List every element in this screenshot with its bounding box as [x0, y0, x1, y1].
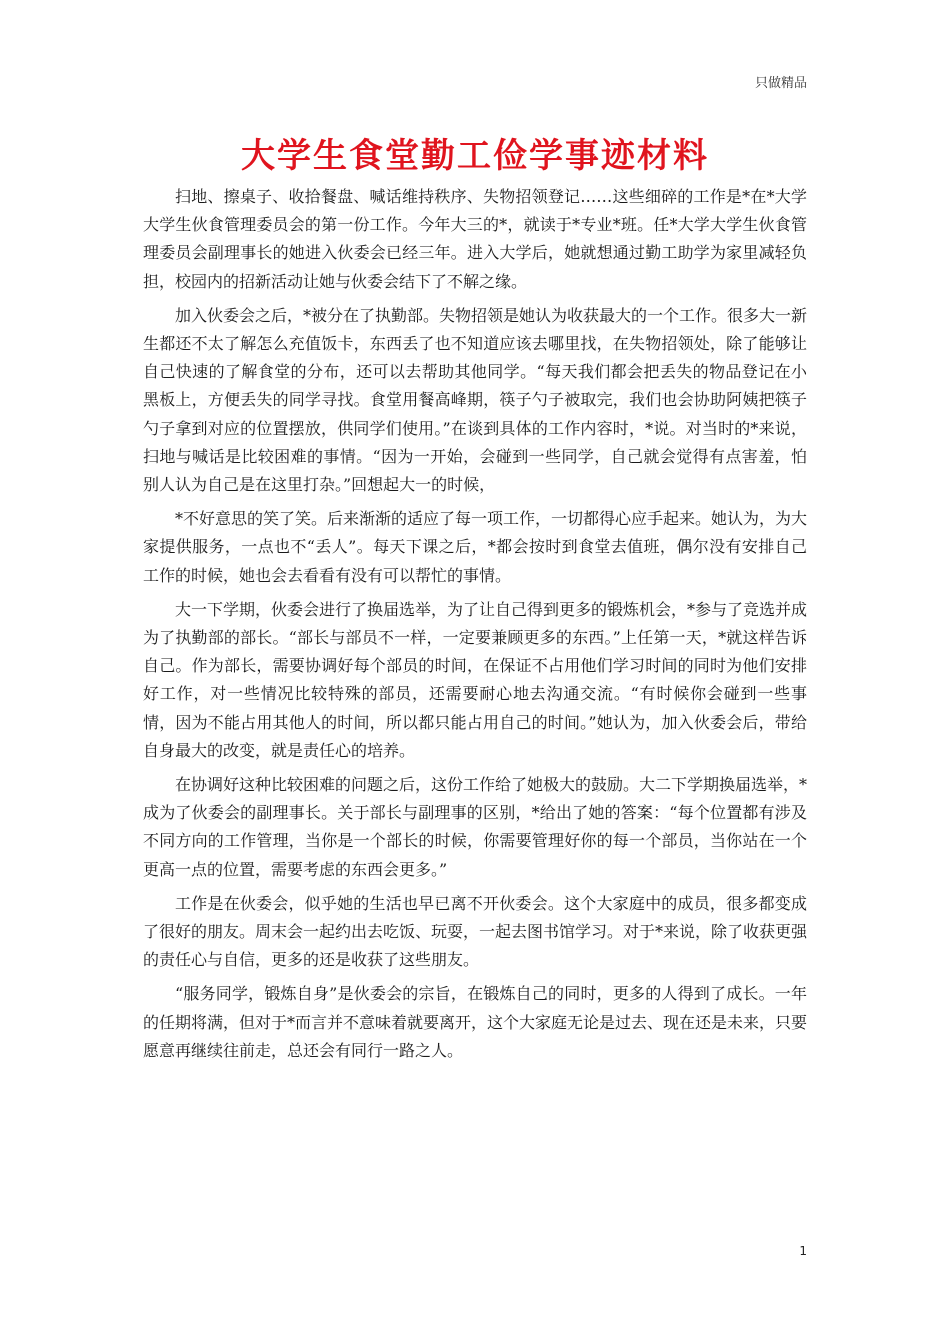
header-note: 只做精品 — [754, 76, 807, 91]
document-body — [143, 183, 807, 1071]
paragraph-3: *不好意思的笑了笑。后来渐渐的适应了每一项工作，一切都得心应手起来。她认为，为大家提供服务，一点也不“丢人”。每天下课之后，*都会按时到食堂去值班，偶尔没有安排自己工作的时候，她也会去看看有没有可以帮忙的事情。 — [143, 509, 808, 585]
paragraph-6: 工作是在伙委会，似乎她的生活也早已离不开伙委会。这个大家庭中的成员，很多都变成了很好的朋友。周末会一起约出去吃饭、玩耍，一起去图书馆学习。对于*来说，除了收获更强的责任心与自信，更多的还是收获了这些朋友。 — [143, 893, 808, 970]
paragraph-2: 加入伙委会之后，*被分在了执勤部。失物招领是她认为收获最大的一个工作。很多大一新生都还不太了解怎么充值饭卡，东西丢了也不知道应该去哪里找，在失物招领处，除了能够让自己快速的了解食堂的分布，还可以去帮助其他同学。“每天我们都会把丢失的物品登记在小黑板上，方便丢失的同学寻找。食堂用餐高峰期，筷子勺子被取完，我们也会协助阿姨把筷子勺子拿到对应的位置摆放，供同学们使用。”在谈到具体的工作内容时，*说。对当时的*来说，扫地与喊话是比较困难的事情。“因为一开始，会碰到一些同学，自己就会觉得有点害羞，怕别人认为自己是在这里打杂。”回想起大一的时候， — [143, 305, 808, 495]
paragraph-4: 大一下学期，伙委会进行了换届选举，为了让自己得到更多的锻炼机会，*参与了竞选并成为了执勤部的部长。“部长与部员不一样，一定要兼顾更多的东西。”上任第一天，*就这样告诉自己。作为部长，需要协调好每个部员的时间，在保证不占用他们学习时间的同时为他们安排好工作，对一些情况比较特殊的部员，还需要耐心地去沟通交流。“有时候你会碰到一些事情，因为不能占用其他人的时间，所以都只能占用自己的时间。”她认为，加入伙委会后，带给自身最大的改变，就是责任心的培养。 — [143, 599, 808, 760]
paragraph-7: “服务同学，锻炼自身”是伙委会的宗旨，在锻炼自己的同时，更多的人得到了成长。一年的任期将满，但对于*而言并不意味着就要离开，这个大家庭无论是过去、现在还是未来，只要愿意再继续往前走，总还会有同行一路之人。 — [143, 984, 808, 1060]
page-number: 1 — [799, 1244, 807, 1258]
paragraph-1: 扫地、擦桌子、收拾餐盘、喊话维持秩序、失物招领登记……这些细碎的工作是*在*大学大学生伙食管理委员会的第一份工作。今年大三的*，就读于*专业*班。任*大学大学生伙食管理委员会副理事长的她进入伙委会已经三年。进入大学后，她就想通过勤工助学为家里减轻负担，校园内的招新活动让她与伙委会结下了不解之缘。 — [143, 187, 807, 291]
paragraph-5: 在协调好这种比较困难的问题之后，这份工作给了她极大的鼓励。大二下学期换届选举，*成为了伙委会的副理事长。关于部长与副理事的区别，*给出了她的答案：“每个位置都有涉及不同方向的工作管理，当你是一个部长的时候，你需要管理好你的每一个部员，当你站在一个更高一点的位置，需要考虑的东西会更多。” — [143, 775, 808, 879]
document-title: 大学生食堂勤工俭学事迹材料 — [241, 136, 709, 176]
